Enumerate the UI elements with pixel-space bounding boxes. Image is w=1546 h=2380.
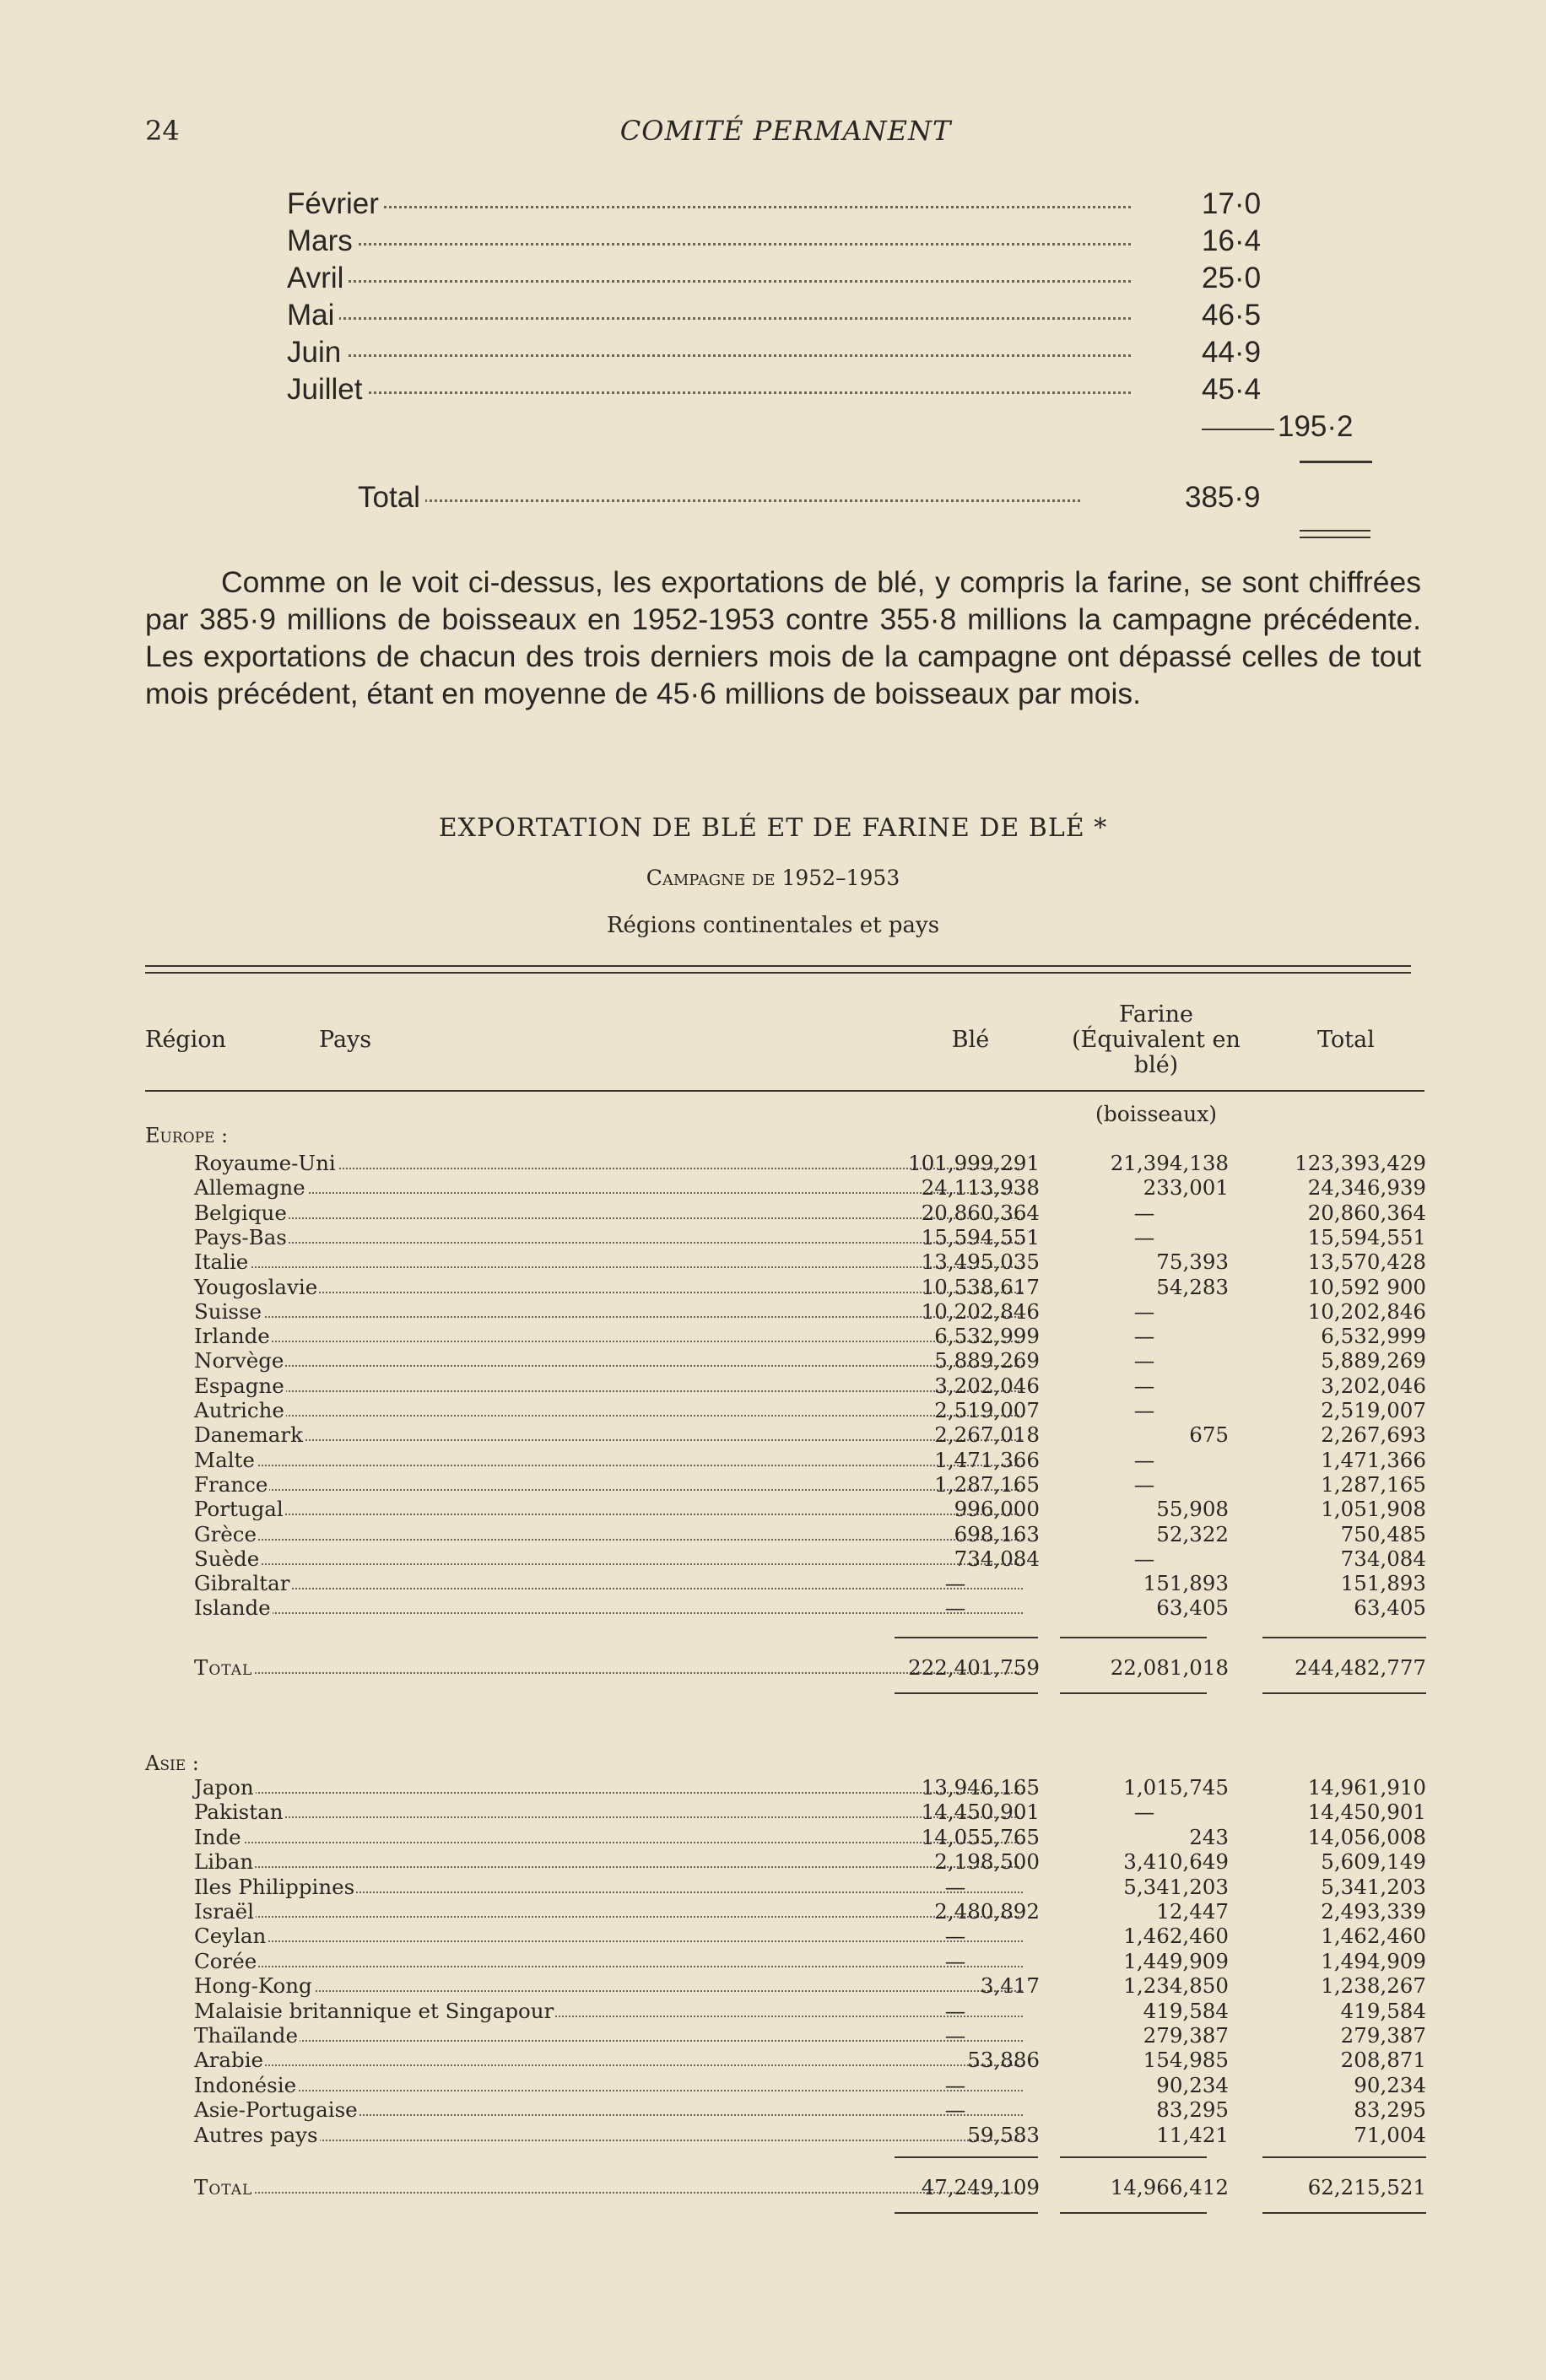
country-name: Gibraltar: [194, 1571, 290, 1595]
flour-cell: —: [1133, 1299, 1155, 1324]
flour-cell: 243: [1189, 1825, 1229, 1849]
table-row: [145, 1595, 1428, 1620]
section-total-row: [145, 2175, 1428, 2199]
table-row: [145, 1299, 1428, 1324]
table-row: [145, 1448, 1428, 1472]
flour-cell: 233,001: [1143, 1175, 1229, 1200]
table-row: [145, 1275, 1428, 1299]
leader-dots: [287, 243, 1131, 246]
country-name: France: [194, 1472, 268, 1497]
flour-cell: 1,015,745: [1123, 1775, 1229, 1800]
wheat-cell: 996,000: [954, 1497, 1040, 1521]
table-row: [145, 1924, 1428, 1948]
country-name: Malaisie britannique et Singapour: [194, 1999, 554, 2023]
country-name: Yougoslavie: [194, 1275, 318, 1299]
table-row: [145, 1398, 1428, 1422]
total-cell: 151,893: [1340, 1571, 1426, 1595]
country-name: Grèce: [194, 1522, 257, 1546]
wheat-cell: 5,889,269: [934, 1348, 1040, 1373]
country-name: Iles Philippines: [194, 1875, 355, 1899]
flour-cell: 1,462,460: [1123, 1924, 1229, 1948]
table-title: EXPORTATION DE BLÉ ET DE FARINE DE BLÉ *: [438, 813, 1108, 843]
wheat-cell: —: [944, 1875, 966, 1899]
country-name: Malte: [194, 1448, 255, 1472]
table-row: [145, 2123, 1428, 2147]
column-underline: [1060, 2212, 1207, 2214]
total-cell: 83,295: [1354, 2097, 1426, 2122]
wheat-cell: 2,267,018: [934, 1422, 1040, 1447]
total-cell: 3,202,046: [1321, 1373, 1426, 1398]
total-cell: 14,056,008: [1307, 1825, 1426, 1849]
total-cell: 71,004: [1354, 2123, 1426, 2147]
table-row: [145, 1849, 1428, 1874]
wheat-cell: 47,249,109: [921, 2175, 1040, 2199]
wheat-cell: —: [944, 1999, 966, 2023]
month-value: 45·4: [1202, 373, 1286, 407]
flour-cell: 12,447: [1156, 1899, 1229, 1924]
total-cell: 1,051,908: [1321, 1497, 1426, 1521]
table-row: [145, 2048, 1428, 2072]
table-subtitle: Campagne de 1952–1953: [646, 866, 900, 890]
column-underline: [1262, 2212, 1426, 2214]
flour-cell: 5,341,203: [1123, 1875, 1229, 1899]
country-name: Pays-Bas: [194, 1225, 287, 1249]
table-row: [145, 1422, 1428, 1447]
body-paragraph: Comme on le voit ci-dessus, les exportations de blé, y compris la farine, se sont chiffrées par 385·9 millions de boisseaux en 1952-1953 contre 355·8 millions la campagne précédente. Les exportations de chacun des trois derniers mois de la campagne ont dépassé celles de tout mois précédent, étant en moyenne de 45·6 millions de boisseaux par mois.: [145, 565, 1421, 710]
country-name: Irlande: [194, 1324, 270, 1348]
country-name: Belgique: [194, 1201, 287, 1225]
sum-rule: [1300, 461, 1372, 463]
wheat-cell: 53,886: [967, 2048, 1040, 2072]
month-row: [287, 262, 1283, 299]
table-top-rule-2: [145, 972, 1411, 974]
flour-cell: —: [1133, 1324, 1155, 1348]
table-row: [145, 1800, 1428, 1824]
total-cell: 5,341,203: [1321, 1875, 1426, 1899]
wheat-cell: 2,480,892: [934, 1899, 1040, 1924]
total-cell: 2,267,693: [1321, 1422, 1426, 1447]
table-row: [145, 1324, 1428, 1348]
wheat-cell: 2,198,500: [934, 1849, 1040, 1874]
header-country: Pays: [319, 1027, 372, 1053]
total-cell: 5,609,149: [1321, 1849, 1426, 1874]
total-row: [358, 481, 1261, 518]
flour-cell: 54,283: [1156, 1275, 1229, 1299]
total-cell: 1,238,267: [1321, 1973, 1426, 1998]
wheat-cell: —: [944, 1949, 966, 1973]
flour-cell: 1,449,909: [1123, 1949, 1229, 1973]
section-heading: Europe :: [145, 1124, 229, 1147]
table-row: [145, 1973, 1428, 1998]
column-rule: [1060, 2156, 1207, 2158]
month-label: Mars: [287, 224, 358, 258]
header-region: Région: [145, 1027, 226, 1053]
table-row: [145, 1522, 1428, 1546]
table-row: [145, 1151, 1428, 1175]
table-row: [145, 1472, 1428, 1497]
country-name: Inde: [194, 1825, 241, 1849]
month-row: [287, 299, 1283, 336]
total-cell: 1,494,909: [1321, 1949, 1426, 1973]
country-name: Israël: [194, 1899, 254, 1924]
flour-cell: —: [1133, 1448, 1155, 1472]
wheat-cell: 1,287,165: [934, 1472, 1040, 1497]
total-cell: 1,287,165: [1321, 1472, 1426, 1497]
flour-cell: 52,322: [1156, 1522, 1229, 1546]
table-row: [145, 1571, 1428, 1595]
leader-dots: [287, 317, 1131, 320]
section-heading: Asie :: [145, 1751, 199, 1775]
flour-cell: 1,234,850: [1123, 1973, 1229, 1998]
month-row: [287, 187, 1283, 224]
leader-dots: [287, 391, 1131, 394]
leader-dots: [358, 499, 1080, 502]
country-name: Thaïlande: [194, 2023, 298, 2048]
table-regions-line: Régions continentales et pays: [606, 913, 940, 938]
country-name: Danemark: [194, 1422, 303, 1447]
section-total-row: [145, 1655, 1428, 1680]
page-number: 24: [145, 115, 180, 147]
header-wheat: Blé: [951, 1027, 990, 1053]
flour-cell: —: [1133, 1225, 1155, 1249]
country-name: Allemagne: [194, 1175, 305, 1200]
leader-dots: [287, 280, 1131, 283]
country-name: Suède: [194, 1546, 260, 1571]
flour-cell: 675: [1189, 1422, 1229, 1447]
wheat-cell: 2,519,007: [934, 1398, 1040, 1422]
table-row: [145, 1373, 1428, 1398]
wheat-cell: 222,401,759: [908, 1655, 1040, 1680]
running-title: COMITÉ PERMANENT: [619, 115, 952, 147]
wheat-cell: —: [944, 1924, 966, 1948]
wheat-cell: 20,860,364: [921, 1201, 1040, 1225]
wheat-cell: 24,113,938: [921, 1175, 1040, 1200]
flour-cell: 75,393: [1156, 1249, 1229, 1274]
country-name: Portugal: [194, 1497, 284, 1521]
table-row: [145, 1546, 1428, 1571]
table-row: [145, 1999, 1428, 2023]
table-row: [145, 1949, 1428, 1973]
total-cell: 734,084: [1340, 1546, 1426, 1571]
total-cell: 5,889,269: [1321, 1348, 1426, 1373]
country-name: Italie: [194, 1249, 249, 1274]
country-name: Royaume-Uni: [194, 1151, 336, 1175]
wheat-cell: 3,202,046: [934, 1373, 1040, 1398]
total-cell: 10,592 900: [1307, 1275, 1426, 1299]
wheat-cell: —: [944, 1595, 966, 1620]
wheat-cell: —: [944, 2023, 966, 2048]
header-flour: Farine (Équivalent en blé): [1072, 1001, 1241, 1078]
month-value: 16·4: [1202, 224, 1286, 258]
country-name: Hong-Kong: [194, 1973, 312, 1998]
country-name: Liban: [194, 1849, 254, 1874]
month-label: Juin: [287, 336, 346, 370]
flour-cell: 151,893: [1143, 1571, 1229, 1595]
column-underline: [1060, 1692, 1207, 1694]
total-cell: 13,570,428: [1307, 1249, 1426, 1274]
country-name: Espagne: [194, 1373, 284, 1398]
subtotal-value: 195·2: [1278, 410, 1354, 443]
flour-cell: —: [1133, 1398, 1155, 1422]
total-cell: 244,482,777: [1295, 1655, 1426, 1680]
table-row: [145, 2097, 1428, 2122]
month-row: [287, 224, 1283, 262]
flour-cell: 83,295: [1156, 2097, 1229, 2122]
total-cell: 24,346,939: [1307, 1175, 1426, 1200]
month-label: Février: [287, 187, 384, 221]
unit-label: (boisseaux): [1095, 1102, 1218, 1126]
country-name: Total: [194, 1655, 253, 1680]
subtotal-rule: [1202, 429, 1274, 430]
table-row: [145, 1497, 1428, 1521]
country-name: Corée: [194, 1949, 257, 1973]
table-row: [145, 2023, 1428, 2048]
column-underline: [1262, 1692, 1426, 1694]
column-underline: [895, 1692, 1038, 1694]
wheat-cell: 13,495,035: [921, 1249, 1040, 1274]
country-name: Autres pays: [194, 2123, 318, 2147]
flour-cell: 14,966,412: [1110, 2175, 1229, 2199]
total-label: Total: [358, 481, 425, 515]
total-cell: 750,485: [1340, 1522, 1426, 1546]
total-cell: 15,594,551: [1307, 1225, 1426, 1249]
total-value: 385·9: [1185, 481, 1261, 514]
wheat-cell: 14,055,765: [921, 1825, 1040, 1849]
country-name: Suisse: [194, 1299, 262, 1324]
month-label: Avril: [287, 262, 349, 295]
table-row: [145, 1825, 1428, 1849]
wheat-cell: 1,471,366: [934, 1448, 1040, 1472]
country-name: Asie-Portugaise: [194, 2097, 358, 2122]
total-cell: 279,387: [1340, 2023, 1426, 2048]
wheat-cell: —: [944, 2097, 966, 2122]
wheat-cell: 101,999,291: [908, 1151, 1040, 1175]
column-underline: [895, 2212, 1038, 2214]
total-cell: 62,215,521: [1307, 2175, 1426, 2199]
flour-cell: 90,234: [1156, 2073, 1229, 2097]
wheat-cell: 10,202,846: [921, 1299, 1040, 1324]
leader-dots: [287, 354, 1131, 357]
total-cell: 1,471,366: [1321, 1448, 1426, 1472]
wheat-cell: 3,417: [980, 1973, 1040, 1998]
country-name: Ceylan: [194, 1924, 267, 1948]
country-name: Norvège: [194, 1348, 284, 1373]
flour-cell: 11,421: [1156, 2123, 1229, 2147]
double-rule: [1300, 530, 1370, 538]
flour-cell: —: [1133, 1472, 1155, 1497]
flour-cell: 154,985: [1143, 2048, 1229, 2072]
flour-cell: 3,410,649: [1123, 1849, 1229, 1874]
wheat-cell: 59,583: [967, 2123, 1040, 2147]
total-cell: 1,462,460: [1321, 1924, 1426, 1948]
table-row: [145, 1348, 1428, 1373]
month-value: 17·0: [1202, 187, 1286, 221]
month-value: 44·9: [1202, 336, 1286, 370]
total-cell: 2,519,007: [1321, 1398, 1426, 1422]
column-rule: [895, 2156, 1038, 2158]
country-name: Indonésie: [194, 2073, 297, 2097]
table-row: [145, 1201, 1428, 1225]
wheat-cell: 10,538,617: [921, 1275, 1040, 1299]
wheat-cell: 14,450,901: [921, 1800, 1040, 1824]
country-name: Japon: [194, 1775, 254, 1800]
total-cell: 90,234: [1354, 2073, 1426, 2097]
country-name: Arabie: [194, 2048, 264, 2072]
wheat-cell: 734,084: [954, 1546, 1040, 1571]
column-rule: [1060, 1637, 1207, 1638]
column-rule: [1262, 2156, 1426, 2158]
total-cell: 2,493,339: [1321, 1899, 1426, 1924]
flour-cell: 63,405: [1156, 1595, 1229, 1620]
wheat-cell: 13,946,165: [921, 1775, 1040, 1800]
table-row: [145, 1899, 1428, 1924]
total-cell: 20,860,364: [1307, 1201, 1426, 1225]
country-name: Total: [194, 2175, 253, 2199]
leader-dots: [287, 206, 1131, 208]
total-cell: 14,450,901: [1307, 1800, 1426, 1824]
table-row: [145, 1225, 1428, 1249]
flour-cell: 22,081,018: [1110, 1655, 1229, 1680]
wheat-cell: 6,532,999: [934, 1324, 1040, 1348]
flour-cell: 419,584: [1143, 1999, 1229, 2023]
table-row: [145, 2073, 1428, 2097]
wheat-cell: —: [944, 1571, 966, 1595]
flour-cell: —: [1133, 1348, 1155, 1373]
country-name: Islande: [194, 1595, 271, 1620]
month-value: 46·5: [1202, 299, 1286, 332]
month-label: Mai: [287, 299, 339, 332]
country-name: Autriche: [194, 1398, 284, 1422]
month-label: Juillet: [287, 373, 367, 407]
wheat-cell: 15,594,551: [921, 1225, 1040, 1249]
total-cell: 419,584: [1340, 1999, 1426, 2023]
wheat-cell: —: [944, 2073, 966, 2097]
table-row: [145, 1775, 1428, 1800]
flour-cell: —: [1133, 1373, 1155, 1398]
total-cell: 208,871: [1340, 2048, 1426, 2072]
total-cell: 10,202,846: [1307, 1299, 1426, 1324]
wheat-cell: 698,163: [954, 1522, 1040, 1546]
total-cell: 63,405: [1354, 1595, 1426, 1620]
total-cell: 14,961,910: [1307, 1775, 1426, 1800]
flour-cell: —: [1133, 1546, 1155, 1571]
table-top-rule: [145, 965, 1411, 967]
column-rule: [895, 1637, 1038, 1638]
column-rule: [1262, 1637, 1426, 1638]
header-rule: [145, 1090, 1424, 1092]
flour-cell: 55,908: [1156, 1497, 1229, 1521]
flour-cell: —: [1133, 1201, 1155, 1225]
flour-cell: 279,387: [1143, 2023, 1229, 2048]
header-total: Total: [1317, 1027, 1375, 1053]
country-name: Pakistan: [194, 1800, 284, 1824]
table-row: [145, 1175, 1428, 1200]
total-cell: 123,393,429: [1295, 1151, 1426, 1175]
month-value: 25·0: [1202, 262, 1286, 295]
month-row: [287, 373, 1283, 410]
table-row: [145, 1875, 1428, 1899]
month-row: [287, 336, 1283, 373]
table-row: [145, 1249, 1428, 1274]
flour-cell: 21,394,138: [1110, 1151, 1229, 1175]
flour-cell: —: [1133, 1800, 1155, 1824]
total-cell: 6,532,999: [1321, 1324, 1426, 1348]
